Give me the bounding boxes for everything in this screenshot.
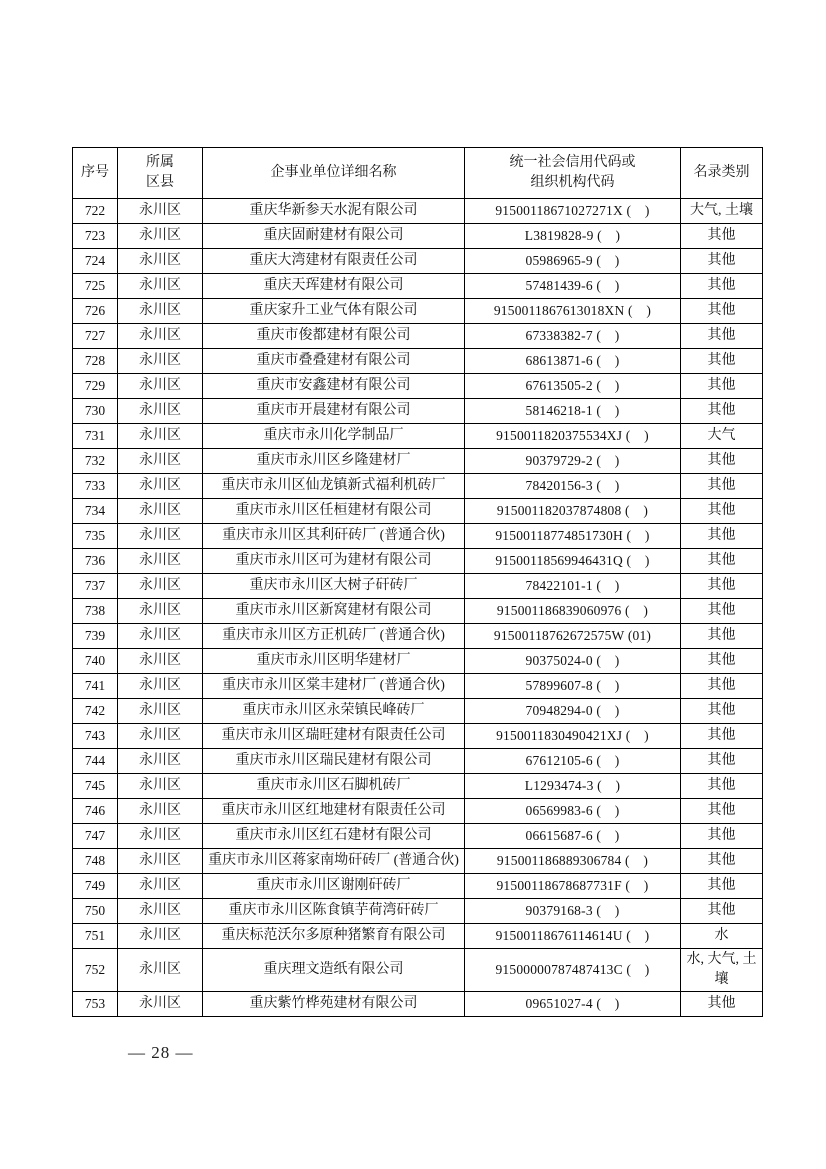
cell-credit-code: L3819828-9 ( ): [465, 224, 681, 249]
cell-serial-number: 750: [73, 899, 118, 924]
cell-serial-number: 744: [73, 749, 118, 774]
cell-district: 永川区: [118, 799, 203, 824]
cell-enterprise-name: 重庆天珲建材有限公司: [203, 274, 465, 299]
cell-serial-number: 739: [73, 624, 118, 649]
cell-serial-number: 728: [73, 349, 118, 374]
cell-enterprise-name: 重庆市永川区石脚机砖厂: [203, 774, 465, 799]
header-cell-district: [118, 148, 203, 199]
cell-serial-number: 723: [73, 224, 118, 249]
cell-serial-number: 726: [73, 299, 118, 324]
cell-category: 其他: [681, 274, 763, 299]
cell-serial-number: 745: [73, 774, 118, 799]
cell-serial-number: 732: [73, 449, 118, 474]
cell-credit-code: 90375024-0 ( ): [465, 649, 681, 674]
cell-enterprise-name: 重庆市永川区仙龙镇新式福利机砖厂: [203, 474, 465, 499]
cell-credit-code: 06615687-6 ( ): [465, 824, 681, 849]
table-row: [73, 199, 763, 224]
table-row: [73, 299, 763, 324]
cell-enterprise-name: 重庆市永川区棠丰建材厂 (普通合伙): [203, 674, 465, 699]
cell-enterprise-name: 重庆市永川区新窝建材有限公司: [203, 599, 465, 624]
cell-enterprise-name: 重庆市永川区方正机砖厂 (普通合伙): [203, 624, 465, 649]
cell-category: 水, 大气, 土壤: [681, 949, 763, 992]
cell-enterprise-name: 重庆市安鑫建材有限公司: [203, 374, 465, 399]
cell-district: 永川区: [118, 299, 203, 324]
cell-category: 其他: [681, 849, 763, 874]
enterprise-directory-table: [72, 147, 763, 1017]
cell-serial-number: 738: [73, 599, 118, 624]
cell-category: 大气: [681, 424, 763, 449]
header-name-label: 企事业单位详细名称: [270, 165, 397, 180]
cell-credit-code: 78422101-1 ( ): [465, 574, 681, 599]
cell-category: 其他: [681, 599, 763, 624]
cell-category: 其他: [681, 774, 763, 799]
cell-serial-number: 730: [73, 399, 118, 424]
cell-category: 其他: [681, 449, 763, 474]
cell-credit-code: 70948294-0 ( ): [465, 699, 681, 724]
cell-serial-number: 743: [73, 724, 118, 749]
cell-enterprise-name: 重庆市开晨建材有限公司: [203, 399, 465, 424]
cell-enterprise-name: 重庆市永川区大树子矸砖厂: [203, 574, 465, 599]
table-row: [73, 849, 763, 874]
cell-serial-number: 748: [73, 849, 118, 874]
cell-credit-code: 68613871-6 ( ): [465, 349, 681, 374]
cell-category: 其他: [681, 674, 763, 699]
table-row: [73, 524, 763, 549]
header-row: [73, 148, 763, 199]
cell-district: 永川区: [118, 324, 203, 349]
cell-serial-number: 746: [73, 799, 118, 824]
table-row: [73, 599, 763, 624]
table-header: [73, 148, 763, 199]
table-row: [73, 499, 763, 524]
cell-serial-number: 752: [73, 949, 118, 992]
header-cell-category: [681, 148, 763, 199]
table-row: [73, 249, 763, 274]
cell-district: 永川区: [118, 824, 203, 849]
page-number: — 28 —: [128, 1043, 194, 1062]
cell-category: 其他: [681, 699, 763, 724]
table-row: [73, 449, 763, 474]
cell-category: 其他: [681, 624, 763, 649]
table-row: [73, 224, 763, 249]
cell-district: 永川区: [118, 674, 203, 699]
cell-credit-code: 91500118774851730H ( ): [465, 524, 681, 549]
cell-enterprise-name: 重庆市俊都建材有限公司: [203, 324, 465, 349]
cell-serial-number: 741: [73, 674, 118, 699]
table-row: [73, 324, 763, 349]
cell-district: 永川区: [118, 624, 203, 649]
cell-credit-code: 90379729-2 ( ): [465, 449, 681, 474]
cell-credit-code: 57481439-6 ( ): [465, 274, 681, 299]
table-row: [73, 992, 763, 1017]
table-row: [73, 949, 763, 992]
table-row: [73, 274, 763, 299]
cell-serial-number: 749: [73, 874, 118, 899]
cell-category: 其他: [681, 992, 763, 1017]
cell-credit-code: 91500118676114614U ( ): [465, 924, 681, 949]
cell-category: 其他: [681, 824, 763, 849]
table-row: [73, 349, 763, 374]
header-code-line2: 组织机构代码: [530, 175, 615, 190]
cell-category: 其他: [681, 374, 763, 399]
cell-serial-number: 731: [73, 424, 118, 449]
cell-category: 其他: [681, 324, 763, 349]
cell-credit-code: 67338382-7 ( ): [465, 324, 681, 349]
cell-district: 永川区: [118, 874, 203, 899]
table-body: [73, 199, 763, 1017]
header-district-line1: 所属: [146, 155, 174, 170]
cell-district: 永川区: [118, 699, 203, 724]
cell-credit-code: 915001186839060976 ( ): [465, 599, 681, 624]
cell-credit-code: 91500118678687731F ( ): [465, 874, 681, 899]
cell-serial-number: 751: [73, 924, 118, 949]
cell-category: 其他: [681, 574, 763, 599]
cell-credit-code: 05986965-9 ( ): [465, 249, 681, 274]
cell-district: 永川区: [118, 199, 203, 224]
cell-district: 永川区: [118, 724, 203, 749]
table-row: [73, 899, 763, 924]
cell-district: 永川区: [118, 474, 203, 499]
table-row: [73, 699, 763, 724]
table-row: [73, 874, 763, 899]
cell-category: 其他: [681, 399, 763, 424]
cell-credit-code: 90379168-3 ( ): [465, 899, 681, 924]
table-row: [73, 574, 763, 599]
cell-enterprise-name: 重庆市永川区陈食镇芋荷湾矸砖厂: [203, 899, 465, 924]
cell-enterprise-name: 重庆市永川化学制品厂: [203, 424, 465, 449]
cell-serial-number: 740: [73, 649, 118, 674]
cell-district: 永川区: [118, 774, 203, 799]
header-code-line1: 统一社会信用代码或: [509, 155, 636, 170]
table-row: [73, 624, 763, 649]
cell-district: 永川区: [118, 949, 203, 992]
cell-enterprise-name: 重庆市永川区红石建材有限公司: [203, 824, 465, 849]
table-row: [73, 674, 763, 699]
cell-serial-number: 736: [73, 549, 118, 574]
table-row: [73, 824, 763, 849]
table-row: [73, 774, 763, 799]
cell-district: 永川区: [118, 349, 203, 374]
cell-serial-number: 735: [73, 524, 118, 549]
cell-category: 其他: [681, 224, 763, 249]
cell-serial-number: 742: [73, 699, 118, 724]
cell-enterprise-name: 重庆市永川区瑞旺建材有限责任公司: [203, 724, 465, 749]
cell-serial-number: 733: [73, 474, 118, 499]
cell-credit-code: 91500118569946431Q ( ): [465, 549, 681, 574]
cell-category: 其他: [681, 499, 763, 524]
cell-serial-number: 753: [73, 992, 118, 1017]
cell-enterprise-name: 重庆标范沃尔多原种猪繁育有限公司: [203, 924, 465, 949]
cell-serial-number: 737: [73, 574, 118, 599]
cell-credit-code: 91500118671027271X ( ): [465, 199, 681, 224]
table-row: [73, 474, 763, 499]
cell-serial-number: 729: [73, 374, 118, 399]
table-row: [73, 424, 763, 449]
cell-enterprise-name: 重庆市永川区谢刚矸砖厂: [203, 874, 465, 899]
cell-enterprise-name: 重庆市永川区可为建材有限公司: [203, 549, 465, 574]
table-row: [73, 724, 763, 749]
cell-category: 其他: [681, 899, 763, 924]
cell-district: 永川区: [118, 924, 203, 949]
cell-credit-code: 9150011830490421XJ ( ): [465, 724, 681, 749]
header-cell-name: [203, 148, 465, 199]
cell-credit-code: L1293474-3 ( ): [465, 774, 681, 799]
cell-district: 永川区: [118, 649, 203, 674]
cell-category: 大气, 土壤: [681, 199, 763, 224]
cell-enterprise-name: 重庆市永川区明华建材厂: [203, 649, 465, 674]
cell-category: 其他: [681, 649, 763, 674]
cell-district: 永川区: [118, 224, 203, 249]
cell-district: 永川区: [118, 599, 203, 624]
cell-credit-code: 67613505-2 ( ): [465, 374, 681, 399]
cell-category: 其他: [681, 249, 763, 274]
cell-category: 其他: [681, 749, 763, 774]
cell-serial-number: 747: [73, 824, 118, 849]
cell-district: 永川区: [118, 549, 203, 574]
cell-district: 永川区: [118, 992, 203, 1017]
cell-enterprise-name: 重庆市永川区瑞民建材有限公司: [203, 749, 465, 774]
cell-credit-code: 915001182037874808 ( ): [465, 499, 681, 524]
cell-category: 水: [681, 924, 763, 949]
cell-credit-code: 58146218-1 ( ): [465, 399, 681, 424]
cell-credit-code: 9150011820375534XJ ( ): [465, 424, 681, 449]
cell-credit-code: 57899607-8 ( ): [465, 674, 681, 699]
cell-enterprise-name: 重庆大湾建材有限责任公司: [203, 249, 465, 274]
cell-credit-code: 91500118762672575W (01): [465, 624, 681, 649]
cell-category: 其他: [681, 349, 763, 374]
table-row: [73, 374, 763, 399]
cell-category: 其他: [681, 799, 763, 824]
cell-category: 其他: [681, 299, 763, 324]
cell-district: 永川区: [118, 449, 203, 474]
cell-category: 其他: [681, 524, 763, 549]
cell-district: 永川区: [118, 499, 203, 524]
table-row: [73, 924, 763, 949]
cell-serial-number: 725: [73, 274, 118, 299]
header-no-label: 序号: [81, 165, 109, 180]
cell-serial-number: 727: [73, 324, 118, 349]
cell-serial-number: 734: [73, 499, 118, 524]
cell-enterprise-name: 重庆华新参天水泥有限公司: [203, 199, 465, 224]
cell-district: 永川区: [118, 274, 203, 299]
cell-district: 永川区: [118, 524, 203, 549]
cell-enterprise-name: 重庆市永川区红地建材有限责任公司: [203, 799, 465, 824]
cell-enterprise-name: 重庆家升工业气体有限公司: [203, 299, 465, 324]
cell-district: 永川区: [118, 749, 203, 774]
cell-credit-code: 78420156-3 ( ): [465, 474, 681, 499]
cell-enterprise-name: 重庆理文造纸有限公司: [203, 949, 465, 992]
cell-enterprise-name: 重庆固耐建材有限公司: [203, 224, 465, 249]
cell-category: 其他: [681, 724, 763, 749]
table-row: [73, 399, 763, 424]
cell-enterprise-name: 重庆市叠叠建材有限公司: [203, 349, 465, 374]
cell-credit-code: 06569983-6 ( ): [465, 799, 681, 824]
cell-serial-number: 724: [73, 249, 118, 274]
table-row: [73, 649, 763, 674]
cell-credit-code: 09651027-4 ( ): [465, 992, 681, 1017]
cell-district: 永川区: [118, 849, 203, 874]
cell-credit-code: 9150011867613018XN ( ): [465, 299, 681, 324]
cell-district: 永川区: [118, 424, 203, 449]
cell-enterprise-name: 重庆紫竹桦苑建材有限公司: [203, 992, 465, 1017]
cell-credit-code: 915001186889306784 ( ): [465, 849, 681, 874]
header-district-line2: 区县: [146, 175, 174, 190]
cell-enterprise-name: 重庆市永川区永荣镇民峰砖厂: [203, 699, 465, 724]
table-row: [73, 749, 763, 774]
cell-category: 其他: [681, 549, 763, 574]
cell-credit-code: 91500000787487413C ( ): [465, 949, 681, 992]
cell-district: 永川区: [118, 574, 203, 599]
table-row: [73, 549, 763, 574]
cell-enterprise-name: 重庆市永川区任桓建材有限公司: [203, 499, 465, 524]
table-row: [73, 799, 763, 824]
cell-enterprise-name: 重庆市永川区其利矸砖厂 (普通合伙): [203, 524, 465, 549]
header-category-label: 名录类别: [693, 165, 750, 180]
cell-category: 其他: [681, 874, 763, 899]
cell-district: 永川区: [118, 899, 203, 924]
header-cell-code: [465, 148, 681, 199]
cell-serial-number: 722: [73, 199, 118, 224]
cell-credit-code: 67612105-6 ( ): [465, 749, 681, 774]
cell-category: 其他: [681, 474, 763, 499]
cell-district: 永川区: [118, 374, 203, 399]
cell-enterprise-name: 重庆市永川区乡隆建材厂: [203, 449, 465, 474]
cell-enterprise-name: 重庆市永川区蒋家南坳矸砖厂 (普通合伙): [203, 849, 465, 874]
cell-district: 永川区: [118, 249, 203, 274]
header-cell-no: [73, 148, 118, 199]
cell-district: 永川区: [118, 399, 203, 424]
